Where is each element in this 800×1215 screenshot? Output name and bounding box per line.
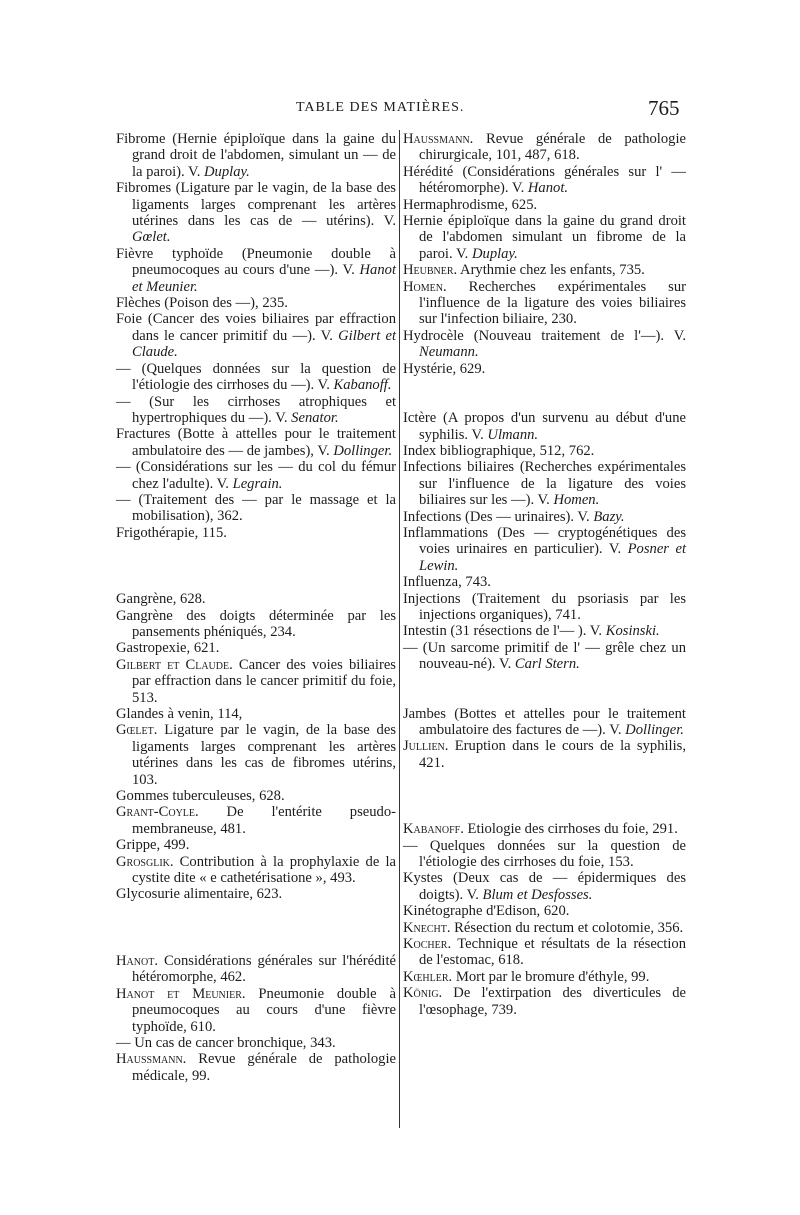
- index-entry: Hystérie, 629.: [403, 360, 486, 377]
- index-entry: Homen. Recherches expérimentales sur l'influence de la ligature des voies biliaires sur l'infection biliaire, 230.: [403, 278, 686, 328]
- index-entry: Gœlet. Ligature par le vagin, de la base des ligaments larges comprenant les artères utérines dans les cas de fibromes utérins, 103.: [116, 722, 396, 788]
- index-entry: Kœhler. Mort par le bromure d'éthyle, 99.: [403, 968, 650, 985]
- left-column: [116, 131, 396, 1084]
- index-entry: Infections biliaires (Recherches expérimentales sur l'influence de la ligature des voies biliaires sur les —). V. Homen.: [403, 459, 686, 509]
- index-entry: Knecht. Résection du rectum et colotomie, 356.: [403, 919, 684, 936]
- index-entry: — Quelques données sur la question de l'étiologie des cirrhoses du foie, 153.: [403, 837, 686, 871]
- index-entry: Hanot. Considérations générales sur l'hérédité hétéromorphe, 462.: [116, 952, 396, 986]
- index-entry: — (Traitement des — par le massage et la mobilisation), 362.: [116, 491, 396, 525]
- index-entry: Fibrome (Hernie épiploïque dans la gaine du grand droit de l'abdomen, simulant un — de la paroi). V. Duplay.: [116, 131, 396, 180]
- index-entry: Hanot et Meunier. Pneumonie double à pneumocoques au cours d'une fièvre typhoïde, 610.: [116, 985, 396, 1035]
- index-entry: Glandes à venin, 114,: [116, 706, 243, 722]
- index-entry: Fibromes (Ligature par le vagin, de la base des ligaments larges comprenant les artères utérines dans les cas de — utérins). V. Gœlet.: [116, 180, 396, 246]
- index-entry: Infections (Des — urinaires). V. Bazy.: [403, 508, 625, 525]
- index-entry: Gangrène, 628.: [116, 591, 206, 608]
- index-entry: Kocher. Technique et résultats de la résection de l'estomac, 618.: [403, 936, 686, 969]
- index-entry: Frigothérapie, 115.: [116, 524, 227, 541]
- page-number: 765: [648, 96, 680, 120]
- index-entry: Fièvre typhoïde (Pneumonie double à pneumocoques au cours d'une —). V. Hanot et Meunier.: [116, 245, 396, 295]
- index-entry: — (Quelques données sur la question de l'étiologie des cirrhoses du —). V. Kabanoff.: [116, 360, 396, 394]
- index-entry: Foie (Cancer des voies biliaires par effraction dans le cancer primitif du —). V. Gilbert et Claude.: [116, 311, 397, 361]
- index-entry: Jullien. Eruption dans le cours de la syphilis, 421.: [403, 738, 686, 771]
- index-entry: — Un cas de cancer bronchique, 343.: [116, 1034, 336, 1051]
- index-entry: Gommes tuberculeuses, 628.: [116, 788, 285, 805]
- index-entry: Hérédité (Considérations générales sur l' — hétéromorphe). V. Hanot.: [403, 163, 686, 197]
- index-entry: Grant-Coyle. De l'entérite pseudo-membraneuse, 481.: [116, 804, 396, 837]
- index-entry: Gilbert et Claude. Cancer des voies biliaires par effraction dans le cancer primitif du foie, 513.: [116, 656, 396, 706]
- index-entry: Grippe, 499.: [116, 837, 190, 854]
- right-column: [403, 131, 686, 1018]
- index-entry: Kabanoff. Etiologie des cirrhoses du foie, 291.: [403, 821, 678, 838]
- index-entry: Kystes (Deux cas de — épidermiques des doigts). V. Blum et Desfosses.: [403, 870, 686, 903]
- index-entry: Hernie épiploïque dans la gaine du grand droit de l'abdomen simulant un fibrome de la paroi. V. Duplay.: [403, 213, 686, 262]
- running-title: TABLE DES MATIÈRES.: [296, 100, 465, 115]
- index-entry: Hydrocèle (Nouveau traitement de l'—). V. Neumann.: [403, 327, 686, 361]
- index-entry: Inflammations (Des — cryptogénétiques des voies urinaires en particulier). V. Posner et Lewin.: [403, 524, 686, 574]
- index-entry: — (Sur les cirrhoses atrophiques et hypertrophiques du —). V. Senator.: [116, 393, 396, 426]
- index-entry: Ictère (A propos d'un survenu au début d'une syphilis. V. Ulmann.: [403, 410, 686, 443]
- index-entry: Heubner. Arythmie chez les enfants, 735.: [403, 262, 645, 279]
- page-header: [0, 96, 800, 124]
- index-entry: Haussmann. Revue générale de pathologie chirurgicale, 101, 487, 618.: [403, 131, 686, 164]
- index-entry: Fractures (Botte à attelles pour le traitement ambulatoire des — de jambes), V. Dollinger.: [116, 426, 396, 459]
- index-entry: Jambes (Bottes et attelles pour le traitement ambulatoire des factures de —). V. Dollinger.: [403, 705, 686, 738]
- column-divider: [399, 130, 400, 1128]
- index-entry: Glycosurie alimentaire, 623.: [116, 886, 283, 903]
- index-entry: Injections (Traitement du psoriasis par les injections organiques), 741.: [403, 590, 686, 623]
- index-entry: Gastropexie, 621.: [116, 640, 220, 657]
- index-entry: — (Un sarcome primitif de l' — grêle chez un nouveau-né). V. Carl Stern.: [403, 639, 686, 673]
- index-entry: Kinétographe d'Edison, 620.: [403, 903, 570, 920]
- index-entry: Index bibliographique, 512, 762.: [403, 442, 595, 459]
- index-entry: Gangrène des doigts déterminée par les pansements phéniqués, 234.: [116, 607, 396, 640]
- index-entry: König. De l'extirpation des diverticules de l'œsophage, 739.: [403, 985, 686, 1018]
- index-entry: Haussmann. Revue générale de pathologie médicale, 99.: [116, 1051, 396, 1084]
- index-entry: — (Considérations sur les — du col du fémur chez l'adulte). V. Legrain.: [116, 459, 396, 492]
- index-entry: Hermaphrodisme, 625.: [403, 196, 538, 213]
- index-entry: Intestin (31 résections de l'— ). V. Kosinski.: [403, 623, 660, 640]
- index-entry: Grosglik. Contribution à la prophylaxie de la cystite dite « e cathetérisatione », 493.: [116, 853, 396, 887]
- index-entry: Flèches (Poison des —), 235.: [116, 295, 288, 312]
- index-entry: Influenza, 743.: [403, 574, 491, 591]
